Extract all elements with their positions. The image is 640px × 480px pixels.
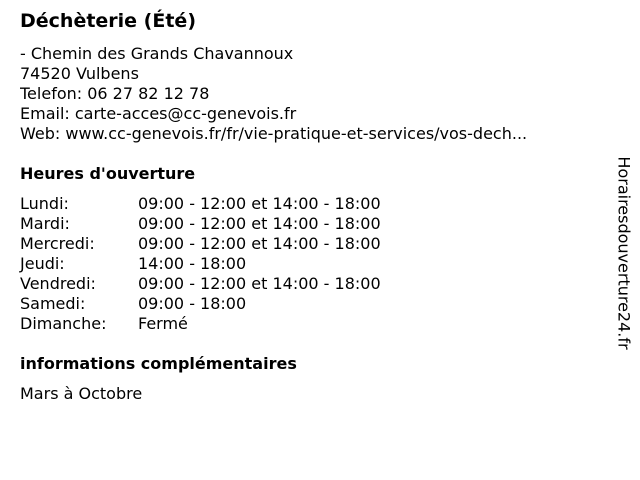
hours-row-monday — [20, 194, 580, 214]
page-title: Déchèterie (Été) — [20, 10, 197, 32]
email-address: Email: carte-acces@cc-genevois.fr — [20, 104, 297, 123]
day-label: Mardi: — [20, 214, 70, 233]
day-label: Lundi: — [20, 194, 69, 213]
time-range: 14:00 - 18:00 — [138, 254, 247, 273]
day-label: Vendredi: — [20, 274, 96, 293]
hours-row-wednesday — [20, 234, 580, 254]
phone-number: Telefon: 06 27 82 12 78 — [20, 84, 210, 103]
address-block — [20, 44, 600, 144]
time-range: Fermé — [138, 314, 188, 333]
hours-heading: Heures d'ouverture — [20, 164, 196, 183]
hours-row-thursday — [20, 254, 580, 274]
time-range: 09:00 - 12:00 et 14:00 - 18:00 — [138, 274, 381, 293]
info-heading: informations complémentaires — [20, 354, 297, 373]
watermark-text: Horairesdouverture24.fr — [615, 156, 635, 350]
hours-row-saturday — [20, 294, 580, 314]
hours-table — [20, 194, 580, 334]
website-link[interactable]: Web: www.cc-genevois.fr/fr/vie-pratique-et-services/vos-dech... — [20, 124, 528, 143]
street-address: - Chemin des Grands Chavannoux — [20, 44, 294, 63]
postal-city: 74520 Vulbens — [20, 64, 139, 83]
day-label: Samedi: — [20, 294, 86, 313]
time-range: 09:00 - 18:00 — [138, 294, 247, 313]
time-range: 09:00 - 12:00 et 14:00 - 18:00 — [138, 194, 381, 213]
time-range: 09:00 - 12:00 et 14:00 - 18:00 — [138, 234, 381, 253]
info-text: Mars à Octobre — [20, 384, 143, 403]
hours-row-sunday — [20, 314, 580, 334]
day-label: Mercredi: — [20, 234, 95, 253]
day-label: Jeudi: — [20, 254, 65, 273]
time-range: 09:00 - 12:00 et 14:00 - 18:00 — [138, 214, 381, 233]
day-label: Dimanche: — [20, 314, 107, 333]
hours-row-tuesday — [20, 214, 580, 234]
hours-row-friday — [20, 274, 580, 294]
site-watermark — [611, 135, 637, 371]
